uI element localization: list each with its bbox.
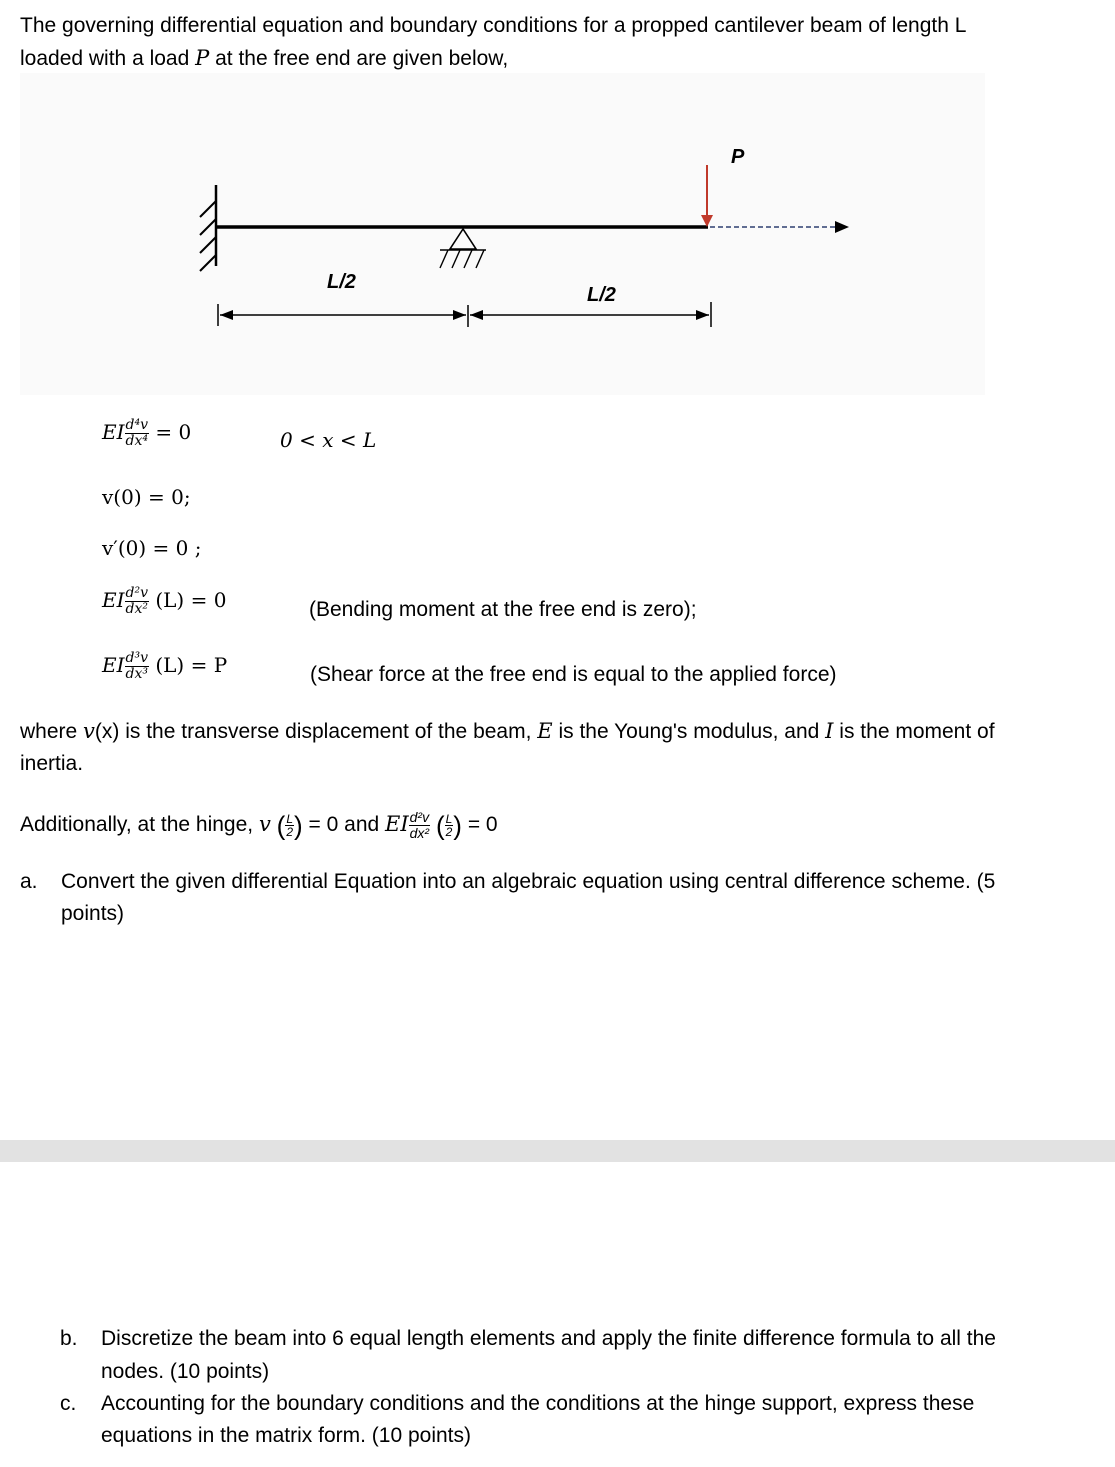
where-v: v xyxy=(83,719,95,743)
bc3-den: dx² xyxy=(125,601,148,617)
where-text-a: where xyxy=(20,720,84,743)
question-c-line-2: equations in the matrix form. (10 points) xyxy=(101,1424,472,1447)
x-axis-arrowhead xyxy=(835,221,849,233)
question-a-line-2: points) xyxy=(61,902,125,925)
eq-EI: EI xyxy=(102,420,125,444)
paren-close-1: ) xyxy=(294,810,303,841)
load-arrow-head xyxy=(701,215,713,227)
hinge-suffix: = 0 xyxy=(467,813,498,836)
bc-moment-note: (Bending moment at the free end is zero); xyxy=(309,598,697,621)
dim-label-right: L/2 xyxy=(587,284,616,306)
eq-num: d⁴v xyxy=(125,417,148,433)
bc4-num: d³v xyxy=(125,650,148,666)
where-text-b: (x) is the transverse displacement of the beam, xyxy=(94,720,538,743)
hinge-hatching xyxy=(440,250,484,268)
paren-open-2: ( xyxy=(435,810,445,841)
hinge-and: = 0 and xyxy=(308,813,386,836)
hinge-EI: EI xyxy=(385,812,409,836)
hinge-d2-den: dx² xyxy=(409,824,430,841)
hinge-frac-num-1: L xyxy=(286,811,294,826)
bc4-EI: EI xyxy=(102,653,125,677)
eq-fraction xyxy=(125,418,149,449)
where-I: I xyxy=(825,719,834,743)
eq-rhs: = 0 xyxy=(155,420,192,444)
wall-hatching xyxy=(200,201,216,271)
question-b-marker: b. xyxy=(60,1327,78,1350)
bc3-fraction xyxy=(125,586,149,617)
question-c-marker: c. xyxy=(60,1392,77,1415)
page-break xyxy=(0,1140,1115,1162)
intro-line-2 xyxy=(20,42,508,75)
beam-figure xyxy=(20,73,985,395)
bc3-EI: EI xyxy=(102,588,125,612)
intro-line-1: The governing differential equation and boundary conditions for a propped cantilever beam of length L xyxy=(20,14,967,37)
where-line-2: inertia. xyxy=(20,752,84,775)
dim-arrow-left-end xyxy=(453,310,466,320)
dim-arrow-right-end xyxy=(696,310,709,320)
question-a-marker: a. xyxy=(20,870,38,893)
beam-diagram xyxy=(20,73,985,395)
intro-text-end: at the free end are given below, xyxy=(209,47,509,70)
domain-condition: 0 < x < L xyxy=(280,428,377,452)
hinge-support xyxy=(450,229,476,249)
bc4-arg: (L) = P xyxy=(155,653,228,677)
hinge-fraction-1 xyxy=(285,813,294,838)
bc-shear-note: (Shear force at the free end is equal to the applied force) xyxy=(310,663,837,686)
load-label: P xyxy=(731,146,745,168)
hinge-frac-num-2: L xyxy=(445,811,453,826)
hinge-fraction-2 xyxy=(445,813,454,838)
bc4-fraction xyxy=(125,651,149,682)
bc4-den: dx³ xyxy=(125,666,148,682)
dim-label-left: L/2 xyxy=(327,271,356,293)
hinge-v: v xyxy=(258,812,271,836)
paren-open-1: ( xyxy=(276,810,286,841)
question-b-line-1: Discretize the beam into 6 equal length elements and apply the finite difference formula to all the xyxy=(101,1327,996,1350)
hinge-prefix: Additionally, at the hinge, xyxy=(20,813,259,836)
hinge-d2-num: d²v xyxy=(409,808,430,825)
where-text-d: is the moment of xyxy=(833,720,995,743)
question-a-line-1: Convert the given differential Equation into an algebraic equation using central difference scheme. (5 xyxy=(61,870,996,893)
intro-text: loaded with a load xyxy=(20,47,196,70)
hinge-frac-den-1: 2 xyxy=(286,824,294,839)
governing-equation xyxy=(102,418,191,449)
question-c-line-1: Accounting for the boundary conditions and the conditions at the hinge support, express these xyxy=(101,1392,975,1415)
eq-den: dx⁴ xyxy=(125,433,148,449)
where-text-c: is the Young's modulus, and xyxy=(552,720,826,743)
load-symbol: P xyxy=(195,46,210,70)
bc3-arg: (L) = 0 xyxy=(155,588,227,612)
hinge-condition xyxy=(20,806,498,843)
hinge-d2-fraction xyxy=(409,810,430,841)
bc-moment xyxy=(102,586,226,617)
bc-shear xyxy=(102,651,227,682)
dim-arrow-left-start xyxy=(220,310,233,320)
bc-displacement: v(0) = 0; xyxy=(102,485,191,509)
where-E: E xyxy=(537,719,553,743)
paren-close-2: ) xyxy=(453,810,462,841)
hinge-frac-den-2: 2 xyxy=(445,824,453,839)
bc-slope: v′(0) = 0 ; xyxy=(102,536,202,560)
question-b-line-2: nodes. (10 points) xyxy=(101,1360,270,1383)
dim-arrow-right-start xyxy=(470,310,483,320)
where-line-1 xyxy=(20,715,995,748)
bc3-num: d²v xyxy=(125,585,148,601)
